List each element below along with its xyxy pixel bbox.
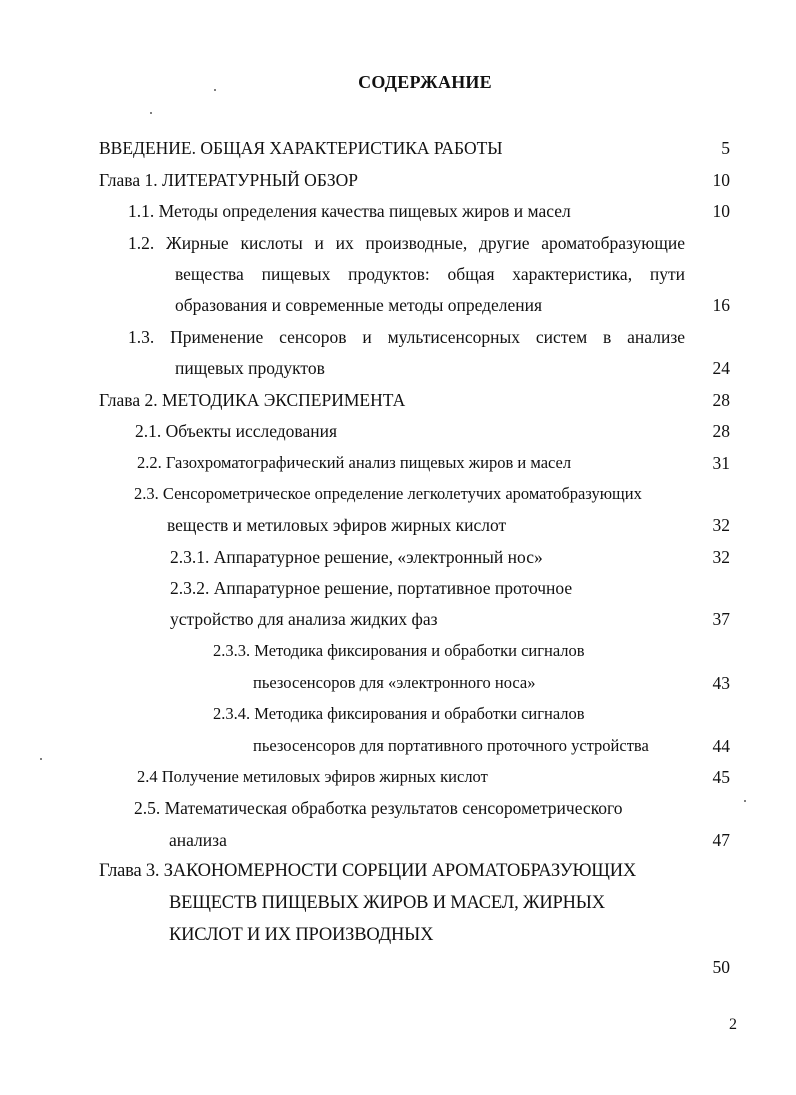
toc-page-number: 24 (712, 358, 730, 378)
toc-entry-chapter-1: Глава 1. ЛИТЕРАТУРНЫЙ ОБЗОР (99, 170, 359, 190)
toc-page-number: 44 (712, 736, 730, 756)
scan-speck (150, 112, 152, 114)
scan-speck (744, 800, 746, 802)
toc-page-number: 43 (712, 673, 730, 693)
toc-entry-2-3-2-line-2: устройство для анализа жидких фаз (170, 609, 438, 629)
toc-entry-introduction: ВВЕДЕНИЕ. ОБЩАЯ ХАРАКТЕРИСТИКА РАБОТЫ (99, 138, 503, 158)
page-title: СОДЕРЖАНИЕ (358, 72, 492, 92)
toc-entry-chapter-3-line-3: КИСЛОТ И ИХ ПРОИЗВОДНЫХ (169, 925, 434, 945)
toc-entry-2-1: 2.1. Объекты исследования (135, 421, 338, 441)
toc-page-number: 31 (712, 453, 730, 473)
page-number: 2 (729, 1016, 737, 1033)
toc-entry-chapter-3-line-2: ВЕЩЕСТВ ПИЩЕВЫХ ЖИРОВ И МАСЕЛ, ЖИРНЫХ (169, 893, 605, 913)
toc-entry-1-2-line-3: образования и современные методы определения (175, 295, 543, 315)
toc-entry-1-2-line-2: вещества пищевых продуктов: общая характеристика, пути (175, 264, 685, 284)
toc-entry-2-3-3-line-1: 2.3.3. Методика фиксирования и обработки сигналов (213, 641, 585, 660)
toc-page-number: 5 (721, 138, 730, 158)
toc-page-number: 32 (712, 515, 730, 535)
toc-entry-1-2-line-1: 1.2. Жирные кислоты и их производные, другие ароматобразующие (128, 233, 685, 253)
toc-page-number: 10 (712, 201, 730, 221)
toc-entry-2-3-2-line-1: 2.3.2. Аппаратурное решение, портативное проточное (170, 578, 573, 598)
toc-entry-1-1: 1.1. Методы определения качества пищевых жиров и масел (128, 201, 571, 221)
toc-page-number: 32 (712, 547, 730, 567)
toc-page-number: 16 (712, 295, 730, 315)
toc-entry-2-3-3-line-2: пьезосенсоров для «электронного носа» (253, 673, 536, 692)
toc-page-number: 37 (712, 609, 730, 629)
toc-entry-2-2: 2.2. Газохроматографический анализ пищевых жиров и масел (137, 453, 572, 472)
toc-entry-1-3-line-2: пищевых продуктов (175, 358, 325, 378)
scan-speck (40, 758, 42, 760)
toc-entry-2-5-line-1: 2.5. Математическая обработка результатов сенсорометрического (134, 798, 623, 818)
toc-entry-2-3-4-line-1: 2.3.4. Методика фиксирования и обработки сигналов (213, 704, 585, 723)
toc-entry-chapter-2: Глава 2. МЕТОДИКА ЭКСПЕРИМЕНТА (99, 390, 406, 410)
toc-entry-2-4: 2.4 Получение метиловых эфиров жирных кислот (137, 767, 488, 786)
toc-entry-2-3-1: 2.3.1. Аппаратурное решение, «электронный нос» (170, 547, 543, 567)
toc-page-number: 28 (712, 421, 730, 441)
toc-entry-2-3-line-1: 2.3. Сенсорометрическое определение легколетучих ароматобразующих (134, 484, 642, 503)
toc-page-number: 10 (712, 170, 730, 190)
toc-entry-chapter-3-line-1: Глава 3. ЗАКОНОМЕРНОСТИ СОРБЦИИ АРОМАТОБРАЗУЮЩИХ (99, 861, 637, 881)
toc-page-number: 47 (712, 830, 730, 850)
scan-speck (214, 89, 216, 91)
toc-entry-2-3-4-line-2: пьезосенсоров для портативного проточного устройства (253, 736, 649, 755)
toc-page-number: 28 (712, 390, 730, 410)
toc-page-number: 45 (712, 767, 730, 787)
toc-entry-1-3-line-1: 1.3. Применение сенсоров и мультисенсорных систем в анализе (128, 327, 685, 347)
toc-entry-2-5-line-2: анализа (169, 830, 227, 850)
toc-page-number: 50 (712, 957, 730, 977)
toc-entry-2-3-line-2: веществ и метиловых эфиров жирных кислот (167, 515, 507, 535)
